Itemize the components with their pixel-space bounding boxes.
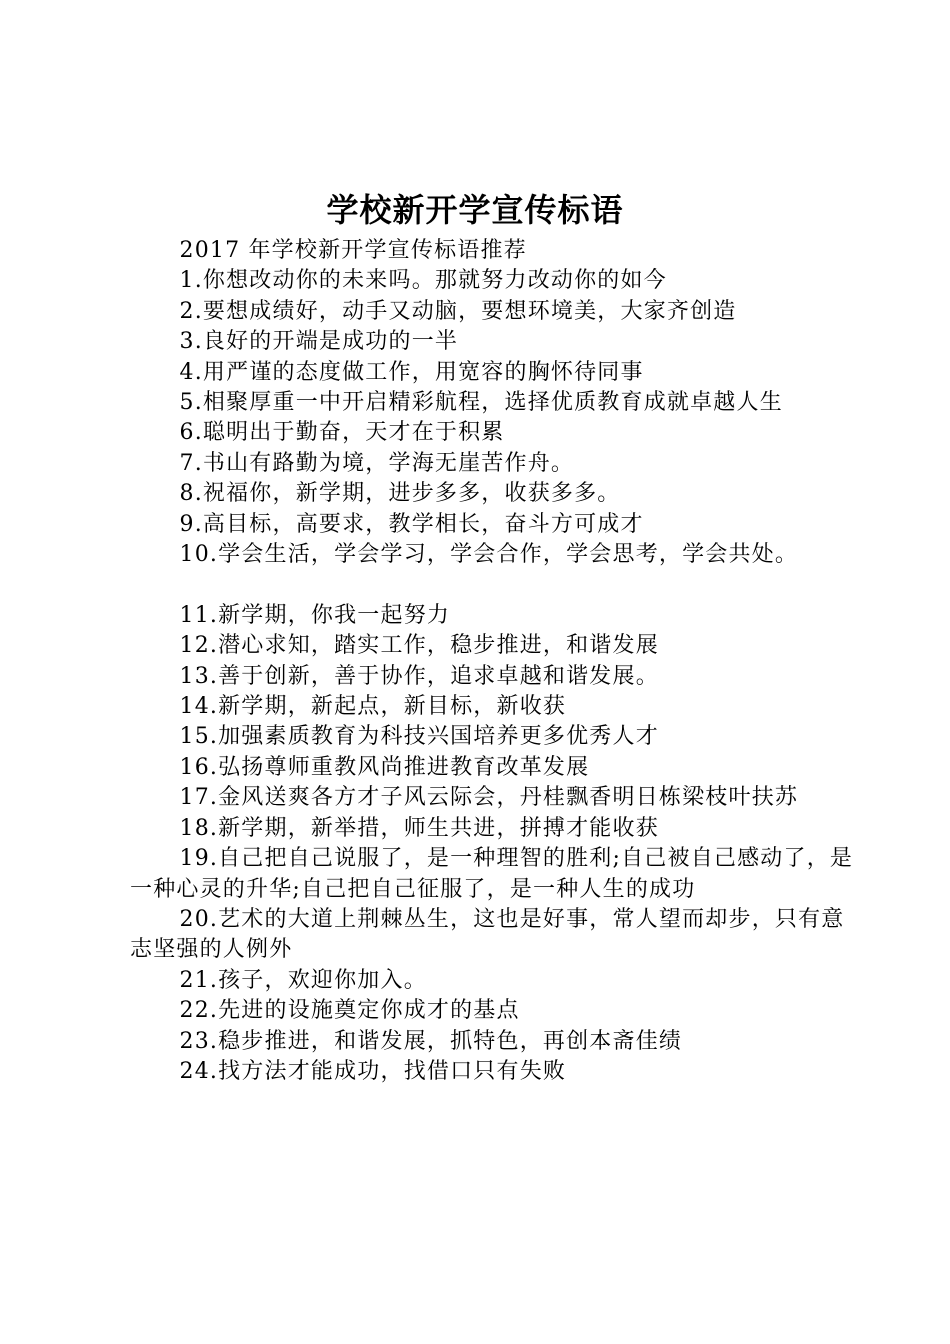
paragraph-item: 21.孩子，欢迎你加入。: [179, 967, 427, 993]
document-title: 学校新开学宣传标语: [326, 191, 624, 229]
paragraph-item: 10.学会生活，学会学习，学会合作，学会思考，学会共处。: [179, 542, 799, 568]
paragraph-item: 17.金风送爽各方才子风云际会，丹桂飘香明日栋梁枝叶扶苏: [179, 785, 799, 811]
paragraph-item: 22.先进的设施奠定你成才的基点: [179, 998, 520, 1024]
paragraph-item: 1.你想改动你的未来吗。那就努力改动你的如今: [179, 268, 667, 294]
paragraph-item: 9.高目标，高要求，教学相长，奋斗方可成才: [179, 511, 644, 537]
paragraph-intro: 2017 年学校新开学宣传标语推荐: [179, 238, 527, 263]
paragraph-item: 19.自己把自己说服了，是一种理智的胜利;自己被自己感动了，是一种心灵的升华;自己把自己征服了，是一种人生的成功: [130, 846, 854, 902]
paragraph-item: 16.弘扬尊师重教风尚推进教育改革发展: [179, 754, 590, 780]
blank-line: [130, 570, 860, 600]
paragraph-item: 4.用严谨的态度做工作，用宽容的胸怀待同事: [179, 359, 644, 385]
paragraph-item: 5.相聚厚重一中开启精彩航程，选择优质教育成就卓越人生: [179, 390, 783, 416]
paragraph-item: 3.良好的开端是成功的一半: [179, 329, 459, 355]
document-body: [130, 236, 860, 1087]
paragraph-item: 14.新学期，新起点，新目标，新收获: [179, 694, 567, 720]
paragraph-item: 24.找方法才能成功，找借口只有失败: [179, 1058, 567, 1084]
paragraph-item: 15.加强素质教育为科技兴国培养更多优秀人才: [179, 724, 659, 750]
paragraph-item: 6.聪明出于勤奋，天才在于积累: [179, 420, 505, 446]
paragraph-item: 11.新学期，你我一起努力: [179, 602, 451, 628]
paragraph-item: 12.潜心求知，踏实工作，稳步推进，和谐发展: [179, 633, 659, 659]
paragraph-item: 18.新学期，新举措，师生共进，拼搏才能收获: [179, 815, 659, 841]
paragraph-item: 23.稳步推进，和谐发展，抓特色，再创本斋佳绩: [179, 1028, 683, 1054]
paragraph-item: 8.祝福你，新学期，进步多多，收获多多。: [179, 481, 621, 507]
paragraph-item: 20.艺术的大道上荆棘丛生，这也是好事，常人望而却步，只有意志坚强的人例外: [130, 906, 845, 963]
paragraph-item: 13.善于创新，善于协作，追求卓越和谐发展。: [179, 663, 659, 689]
paragraph-item: 2.要想成绩好，动手又动脑，要想环境美，大家齐创造: [179, 298, 737, 324]
paragraph-item: 7.书山有路勤为境，学海无崖苦作舟。: [179, 450, 575, 476]
